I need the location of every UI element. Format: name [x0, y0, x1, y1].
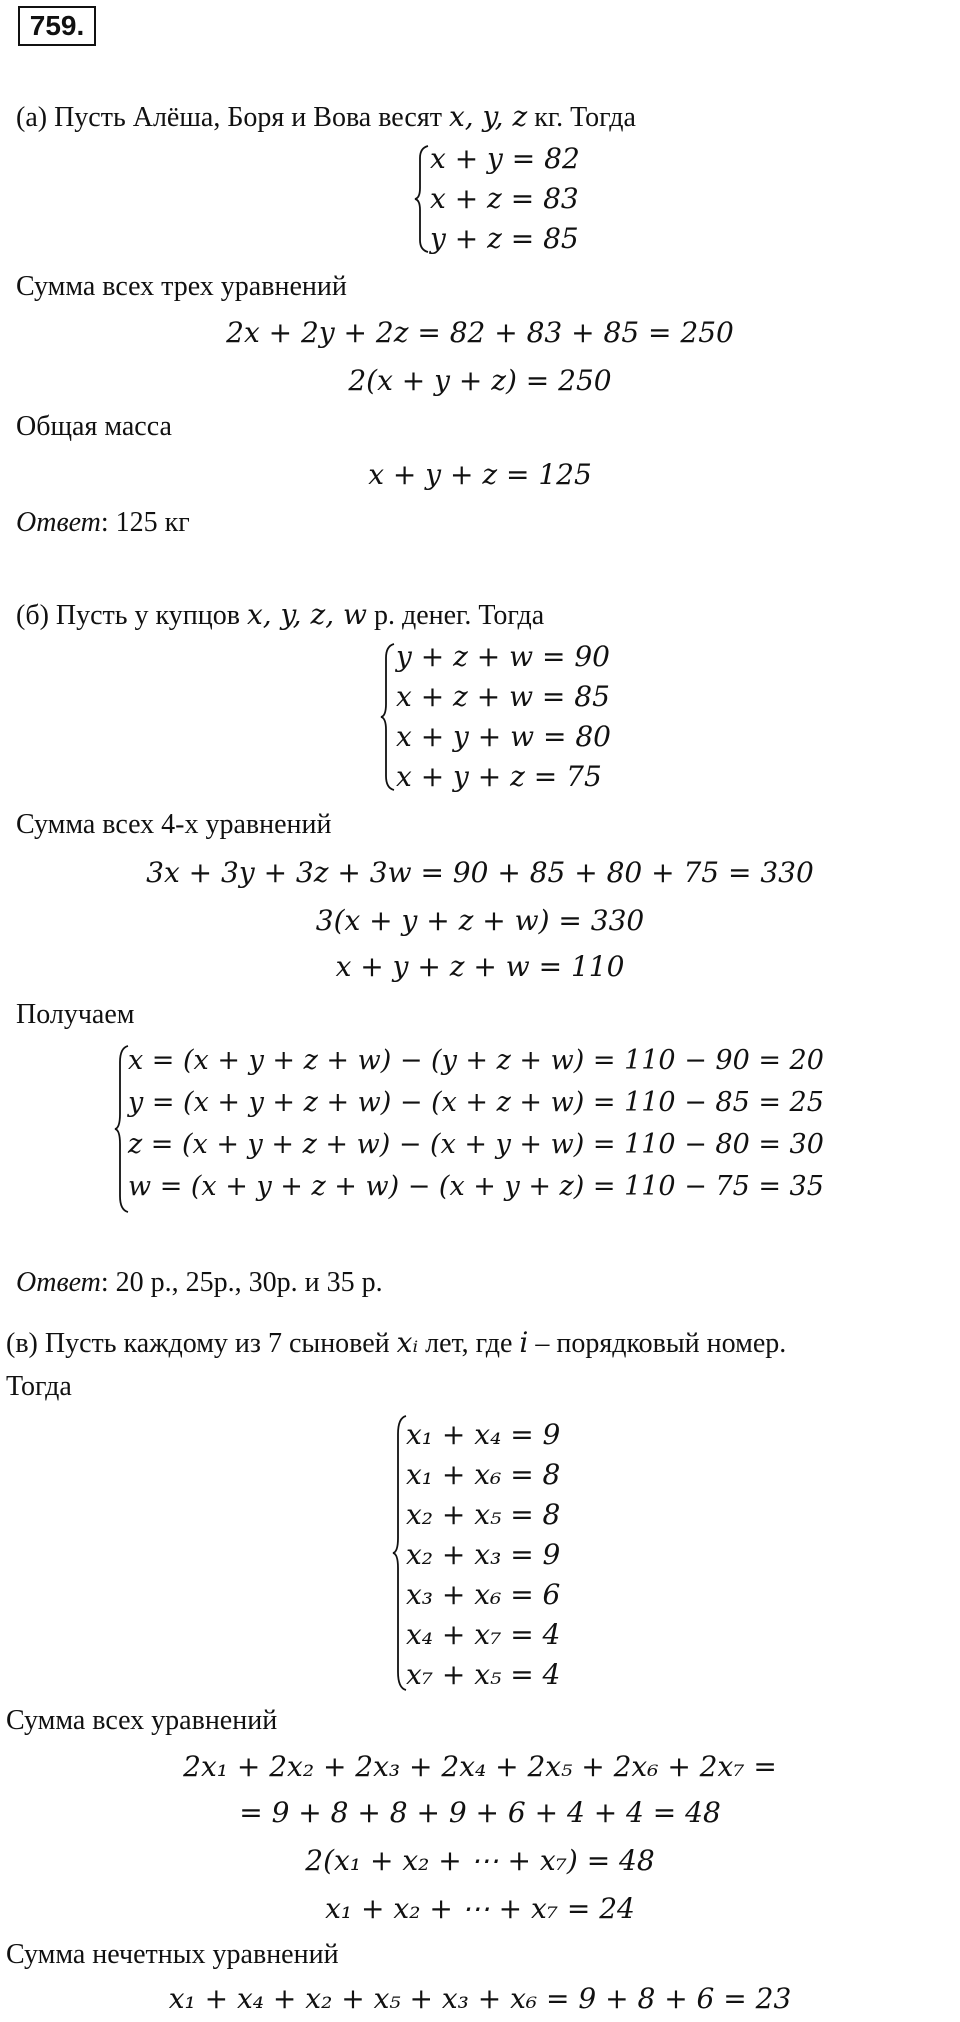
part-b-result-eq-4: w = (x + y + z + w) − (x + y + z) = 110 − 75 = 35 [128, 1171, 824, 1202]
part-a-sum-eq-1: 2x + 2y + 2z = 82 + 83 + 85 = 250 [226, 316, 734, 349]
part-b-system-eq-4: x + y + z = 75 [396, 760, 602, 793]
part-c-intro-suffix: – порядковый номер. [528, 1328, 787, 1359]
part-a-intro-suffix: кг. Тогда [527, 102, 636, 133]
part-b-sum-eq-3: x + y + z + w = 110 [335, 950, 625, 983]
part-a-answer-text: : 125 кг [100, 507, 190, 538]
part-c-intro [6, 1326, 786, 1361]
part-b-system-eq-3: x + y + w = 80 [396, 720, 611, 753]
part-b-result-eq-3: z = (x + y + z + w) − (x + y + w) = 110 − 80 = 30 [128, 1129, 824, 1160]
part-c-odd-eq: x₁ + x₄ + x₂ + x₅ + x₃ + x₆ = 9 + 8 + 6 = 23 [168, 1982, 792, 2015]
problem-number: 759. [18, 6, 96, 46]
part-c-sum-eq-2: = 9 + 8 + 8 + 9 + 6 + 4 + 4 = 48 [239, 1796, 721, 1829]
part-b-intro-prefix: (б) Пусть у купцов [16, 600, 247, 631]
part-a-answer-label: Ответ [16, 507, 101, 538]
part-b-intro [16, 598, 544, 633]
part-c-odd-label: Сумма нечетных уравнений [6, 1939, 339, 1970]
part-a-system-eq-1: x + y = 82 [430, 142, 580, 175]
part-b-intro-suffix: р. денег. Тогда [366, 600, 545, 631]
part-c-intro-line2: Тогда [6, 1371, 72, 1402]
part-c-intro-prefix: (в) Пусть каждому из 7 сыновей [6, 1328, 397, 1359]
part-c-sum-eq-1: 2x₁ + 2x₂ + 2x₃ + 2x₄ + 2x₅ + 2x₆ + 2x₇ = [183, 1750, 777, 1783]
part-a-intro [16, 100, 636, 135]
part-c-system-eq-2: x₁ + x₆ = 8 [406, 1458, 561, 1491]
part-c-system-eq-6: x₄ + x₇ = 4 [406, 1618, 561, 1651]
part-a-answer [16, 506, 190, 540]
part-c-intro-mid: лет, где [418, 1328, 520, 1359]
part-a-system-eq-3: y + z = 85 [430, 222, 579, 255]
part-b-sum-eq-2: 3(x + y + z + w) = 330 [315, 904, 645, 937]
part-b-answer-label: Ответ [16, 1267, 101, 1298]
part-c-sum-eq-3: 2(x₁ + x₂ + ⋯ + x₇) = 48 [305, 1844, 655, 1877]
part-a-intro-vars: x, y, z [448, 100, 528, 133]
part-a-sum-label: Сумма всех трех уравнений [16, 271, 347, 302]
part-c-sum-eq-4: x₁ + x₂ + ⋯ + x₇ = 24 [325, 1892, 635, 1925]
part-c-system-eq-7: x₇ + x₅ = 4 [406, 1658, 561, 1691]
part-a-mass-label: Общая масса [16, 411, 172, 442]
part-c-intro-i: i [519, 1326, 529, 1359]
part-a-system-eq-2: x + z = 83 [430, 182, 579, 215]
part-c-intro-var: xᵢ [396, 1326, 419, 1359]
part-b-system-eq-2: x + z + w = 85 [396, 680, 610, 713]
part-c-system-eq-5: x₃ + x₆ = 6 [406, 1578, 561, 1611]
part-c-sum-label: Сумма всех уравнений [6, 1705, 278, 1736]
part-a-intro-prefix: (а) Пусть Алёша, Боря и Вова весят [16, 102, 449, 133]
part-b-sum-label: Сумма всех 4-х уравнений [16, 809, 332, 840]
part-b-system-brace [380, 642, 396, 792]
part-a-mass-eq: x + y + z = 125 [368, 458, 592, 491]
part-b-answer [16, 1266, 383, 1300]
part-c-system-eq-3: x₂ + x₅ = 8 [406, 1498, 561, 1531]
part-b-get-label: Получаем [16, 999, 135, 1030]
part-b-answer-text: : 20 р., 25р., 30р. и 35 р. [100, 1267, 383, 1298]
part-a-sum-eq-2: 2(x + y + z) = 250 [348, 364, 612, 397]
part-b-result-eq-1: x = (x + y + z + w) − (y + z + w) = 110 − 90 = 20 [128, 1045, 824, 1076]
part-b-sum-eq-1: 3x + 3y + 3z + 3w = 90 + 85 + 80 + 75 = 330 [146, 856, 814, 889]
part-b-system-eq-1: y + z + w = 90 [396, 640, 610, 673]
part-c-system-eq-1: x₁ + x₄ = 9 [406, 1418, 561, 1451]
part-b-result-eq-2: y = (x + y + z + w) − (x + z + w) = 110 − 85 = 25 [128, 1087, 824, 1118]
part-c-system-eq-4: x₂ + x₃ = 9 [406, 1538, 561, 1571]
part-a-system-brace [414, 144, 430, 254]
part-b-intro-vars: x, y, z, w [246, 598, 367, 631]
